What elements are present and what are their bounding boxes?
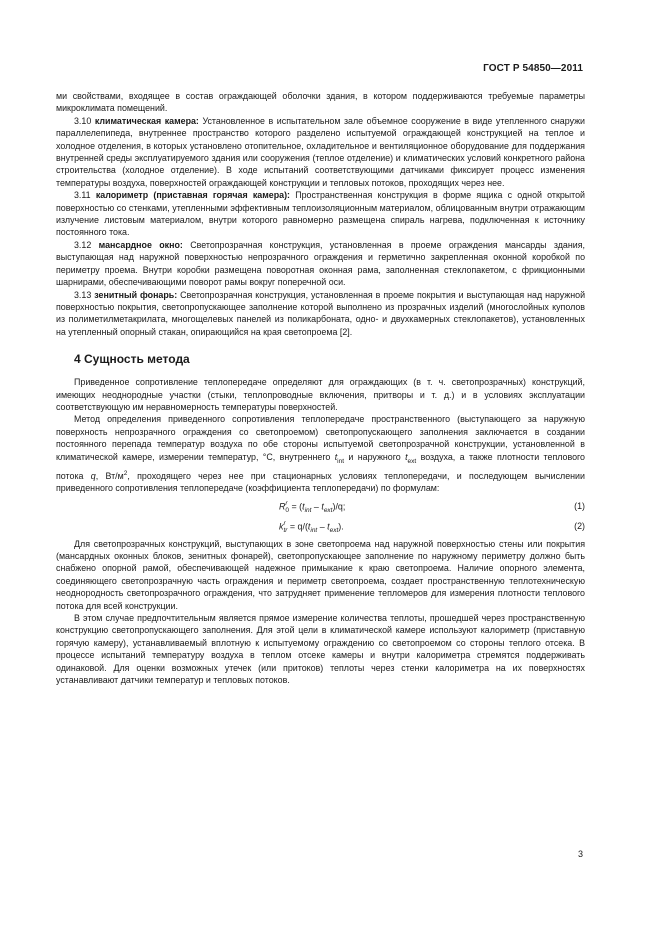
subscript: int: [310, 526, 318, 534]
symbol: k: [279, 520, 284, 531]
definition-text: Светопрозрачная конструкция, установленная в проеме ограждения мансарды здания, выступающая над наружной поверхностью непрозрачного ограждения и герметично закрепленная оконной коробкой по периметру проема. Внутри коробки размещена поворотная оконная рама, заполненная стеклопакетом, с фрикционными шарнирами, обеспечивающими поворот рамы вокруг поперечной оси.: [56, 239, 586, 288]
page-number: 3: [577, 849, 583, 859]
definition-number: 3.13: [74, 289, 92, 300]
formula-expression: [279, 500, 345, 518]
section-title: 4 Сущность метода: [74, 352, 190, 367]
formula-number: (2): [574, 520, 585, 531]
definition-3-13: [56, 289, 585, 339]
symbol: t: [302, 500, 305, 511]
section-paragraph-1: Приведенное сопротивление теплопередаче определяют для ограждающих (в т. ч. светопрозрачных) конструкций, имеющих неоднородные участки (стыки, теплопроводные включения, притворы и т. д.) и в условиях эксплуатации соответствующую им неравномерность температуры поверхностей.: [56, 377, 585, 412]
subscript: ext: [329, 526, 339, 534]
text-run: = q/(: [287, 520, 308, 531]
section-paragraph-2: [56, 413, 585, 494]
subscript: int: [337, 457, 345, 465]
text-run: воздуха, а также плотности теплового потока: [56, 451, 585, 481]
definition-3-12: [56, 239, 585, 289]
subscript: ext: [323, 506, 333, 514]
text-run: )/q;: [332, 500, 346, 511]
page-content: [56, 90, 585, 686]
superscript: r: [285, 499, 288, 507]
definition-number: 3.10: [74, 115, 92, 126]
definition-number: 3.11: [74, 190, 91, 201]
text-run: Метод определения приведенного сопротивления теплопередаче пространственного (выступающего за наружную поверхность непрозрачного ограждения со светопроемом) светопропускающего заполнения заключается в создании постоянного перепада температур воздуха по обе стороны испытуемой светопрозрачной конструкции, установленной в климатической камере, измерении температур, °С, внутреннего: [56, 414, 585, 462]
definition-text: Светопрозрачная конструкция, установленная в проеме покрытия и выступающая над наружной поверхностью покрытия, светопропускающее заполнение которой выполнено из прозрачных изделий (многослойных куполов из полиметилметакрилата, многощелевых панелей из поликарбоната, одно- и двухкамерных стеклопакетов), установленных на утепленный опорный стакан, опирающийся на края светопроема [2].: [56, 289, 586, 337]
definition-3-10: [56, 115, 585, 189]
superscript: 2: [123, 469, 128, 477]
definition-3-11: [56, 189, 585, 239]
subscript: 0: [285, 506, 290, 514]
symbol-q: q: [90, 470, 96, 481]
definition-term: климатическая камера:: [94, 115, 199, 126]
superscript: r: [283, 519, 286, 527]
symbol: R: [279, 500, 286, 511]
section-paragraph-3: Для светопрозрачных конструкций, выступающих в зоне светопроема над наружной поверхностью стены или покрытия (мансардных оконных блоков, зенитных фонарей), светопропускающее заполнение по наружному периметру должно быть снабжено опорной рамой, обеспечивающей надежное примыкание к краю светопроема. Наличие опорного элемента, соединяющего светопрозрачную часть ограждения и периметр светопроема, создает пространственную теплотехническую неоднородность светопрозрачного ограждения, что затрудняет применение тепломеров для измерения плотности теплового потока для всей конструкции.: [56, 538, 585, 611]
definition-number: 3.12: [74, 239, 92, 250]
text-run: и наружного: [344, 451, 406, 462]
text-run: –: [311, 500, 322, 511]
symbol: t: [327, 520, 330, 531]
definition-term: калориметр (приставная горячая камера):: [95, 190, 290, 201]
subscript: ext: [407, 457, 417, 465]
text-run: ).: [338, 520, 344, 531]
symbol: t: [321, 500, 324, 511]
text-run: , проходящего через нее при стационарных условиях теплопередачи, и последующем вычислении приведенного сопротивления теплопередаче (коэффициента теплопередачи) по формулам:: [56, 470, 585, 494]
subscript: int: [304, 506, 312, 514]
symbol: t: [307, 520, 311, 531]
formula-number: (1): [574, 500, 585, 511]
definition-term: зенитный фонарь:: [94, 289, 178, 300]
formula-expression: [279, 520, 344, 538]
section-paragraph-4: В этом случае предпочтительным является прямое измерение количества теплоты, прошедшей через пространственную конструкцию светопропускающего заполнения. Для этой цели в климатической камере используют калориметр (приставную горячую камеру), устанавливаемый вплотную к испытуемому ограждению со светопроемом со стороны теплого отсека. В процессе испытаний температуру воздуха в теплом отсеке камеры и внутри калориметра стремятся поддерживать одинаковой. Для оценки возможных утечек (или притоков) теплоты через стенки калориметра на их поверхностях устанавливают датчики температур и тепловых потоков.: [56, 612, 585, 685]
formula-2: [56, 518, 585, 535]
subscript: tr: [283, 526, 288, 534]
definition-term: мансардное окно:: [98, 239, 183, 250]
text-run: = (: [289, 500, 303, 511]
symbol-t: t: [405, 451, 408, 462]
formula-1: [56, 498, 585, 515]
intro-continuation: ми свойствами, входящее в состав ограждающей оболочки здания, в котором поддерживаются требуемые параметры микроклимата помещений.: [56, 91, 585, 114]
document-code-header: ГОСТ Р 54850—2011: [483, 63, 583, 74]
text-run: –: [317, 520, 328, 531]
symbol-t: t: [334, 451, 338, 462]
definition-text: Пространственная конструкция в форме ящика с одной открытой поверхностью со стенками, утепленными эффективным теплоизоляционным материалом, облицованным внутри отражающим излучение листовым материалом, внутри которого равномерно размещена спираль нагрева, подключенная к источнику постоянного тока.: [56, 190, 586, 238]
definition-text: Установленное в испытательном зале объемное сооружение в виде утепленного снаружи параллелепипеда, внутреннее пространство которого разделено испытуемой ограждающей конструкцией на теплое и холодное отделения, в которых установлено отопительное, охладительное и вентиляционное оборудование для поддержания внутренней среды эксплуатируемого здания или сооружения (теплое отделение) и климатических условий конкретного района строительства (холодное отделение). В ходе испытаний соответствующими датчиками фиксирует процесс изменения температуры воздуха, поверхностей ограждающей конструкции и тепловых потоков, проходящих через нее.: [56, 115, 585, 188]
text-run: , Вт/м: [95, 470, 124, 481]
